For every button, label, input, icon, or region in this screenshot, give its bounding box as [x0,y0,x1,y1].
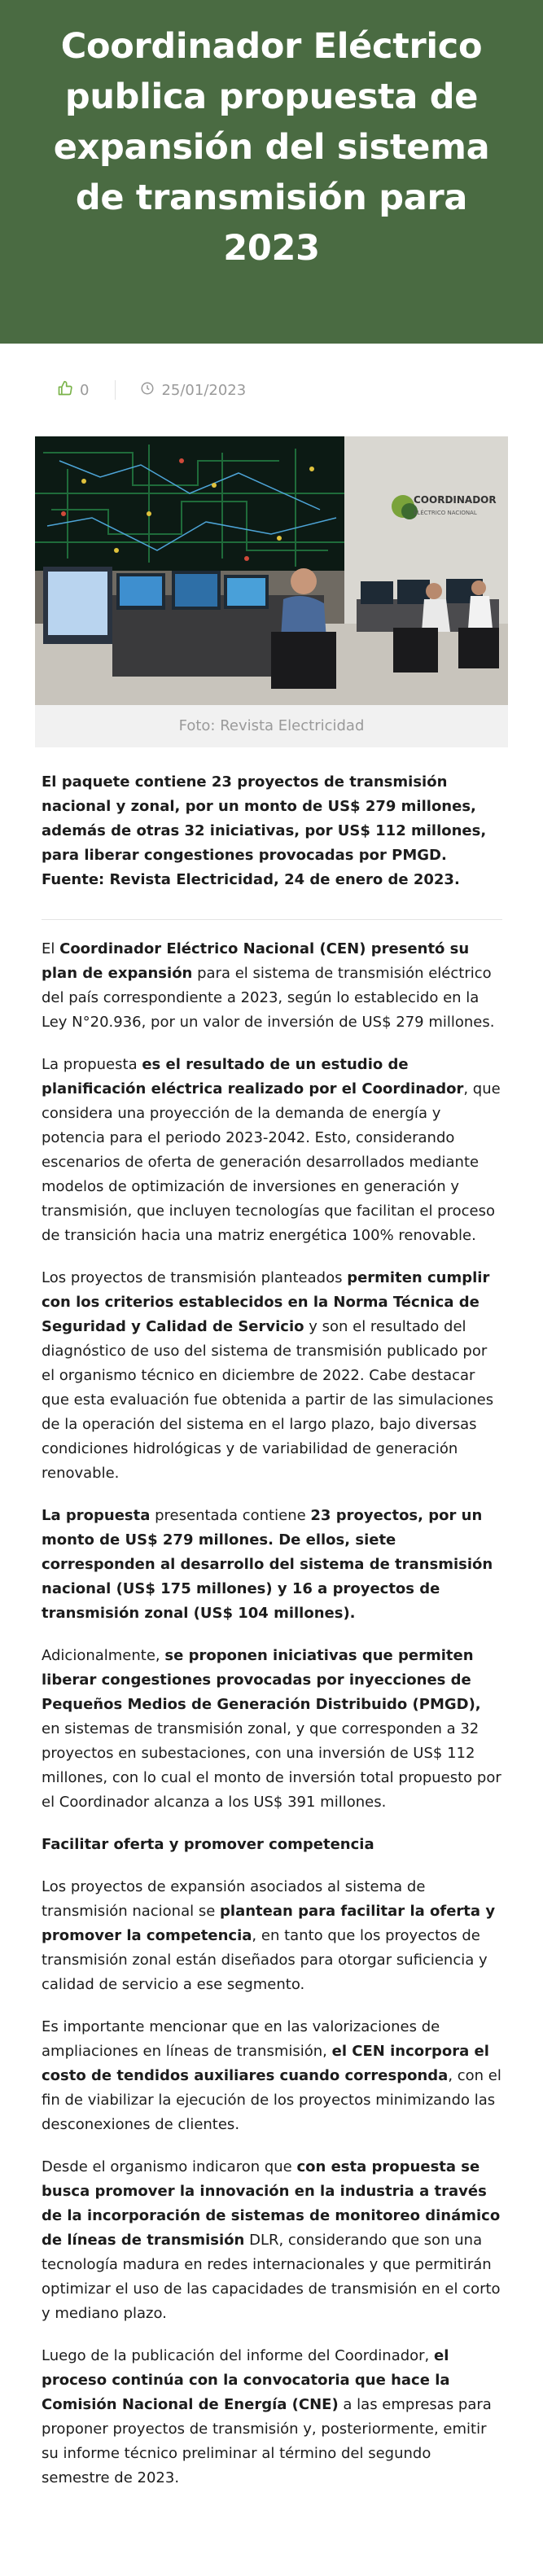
thumbs-up-icon [57,380,73,401]
paragraph-5: Adicionalmente, se proponen iniciativas que permiten liberar congestiones provocadas por inyecciones de Pequeños Medios de Generación Distribuido (PMGD), en sistemas de transmisión zonal, y que corresponden a 32 proyectos en subestaciones, con una inversión de US$ 112 millones, con lo cual el monto de inversión total propuesto por el Coordinador alcanza a los US$ 391 millones. [42,1647,501,1811]
paragraph-4: La propuesta presentada contiene 23 proyectos, por un monto de US$ 279 millones. De ellos, siete corresponden al desarrollo del sistema de transmisión nacional (US$ 175 millones) y 16 a proyectos de transmisión zonal (US$ 104 millones). [42,1507,493,1622]
paragraph-3: Los proyectos de transmisión planteados permiten cumplir con los criterios establecidos en la Norma Técnica de Seguridad y Calidad de Servicio y son el resultado del diagnóstico de uso del sistema de transmisión publicado por el organismo técnico en diciembre de 2022. Cabe destacar que esta evaluación fue obtenida a partir de las simulaciones de la operación del sistema en el largo plazo, bajo diversas condiciones hidrológicas y de variabilidad de generación renovable. [42,1269,494,1482]
paragraph-6: Los proyectos de expansión asociados al sistema de transmisión nacional se plantean para facilitar la oferta y promover la competencia, en tanto que los proyectos de transmisión zonal están diseñados para otorgar suficiencia y calidad de servicio a ese segmento. [42,1878,496,1993]
paragraph-2: La propuesta es el resultado de un estudio de planificación eléctrica realizado por el Coordinador, que considera una proyección de la demanda de energía y potencia para el periodo 2023-2042. Esto, considerando escenarios de oferta de generación desarrollados mediante modelos de optimización de inversiones en generación y transmisión, que incluyen tecnologías que facilitan el proceso de transición hacia una matriz energética 100% renovable. [42,1056,501,1244]
control-room-photo [35,436,508,705]
paragraph-8: Desde el organismo indicaron que con esta propuesta se busca promover la innovación en la industria a través de la incorporación de sistemas de monitoreo dinámico de líneas de transmisión DLR, considerando que son una tecnología madura en redes internacionales y que permitirán optimizar el uso de las capacidades de transmisión en el corto y mediano plazo. [42,2158,501,2322]
wall-sign: COORDINADOR [414,494,497,506]
like-count: 0 [80,381,90,399]
image-caption: Foto: Revista Electricidad [178,717,365,734]
article-lead: El paquete contiene 23 proyectos de transmisión nacional y zonal, por un monto de US$ 279 millones, además de otras 32 iniciativas, por US$ 112 millones, para liberar congestiones provocadas por PMGD. Fuente: Revista Electricidad, 24 de enero de 2023. [42,773,487,888]
wall-sign-sub: ELÉCTRICO NACIONAL [414,510,477,516]
paragraph-7: Es importante mencionar que en las valorizaciones de ampliaciones en líneas de transmisión, el CEN incorpora el costo de tendidos auxiliares cuando corresponda, con el fin de viabilizar la ejecución de los proyectos minimizando las desconexiones de clientes. [42,2018,501,2133]
publish-date [140,381,246,400]
article-body [0,747,543,2491]
date-text: 25/01/2023 [161,381,247,399]
article-meta [0,344,543,436]
article-title: Coordinador Eléctrico publica propuesta de expansión del sistema de transmisión para 2023 [53,26,490,269]
article-figure [35,436,508,747]
lead-divider [42,919,502,920]
section-subheading: Facilitar oferta y promover competencia [42,1836,374,1853]
clock-icon [140,381,155,400]
paragraph-1: El Coordinador Eléctrico Nacional (CEN) presentó su plan de expansión para el sistema de transmisión eléctrico del país correspondiente a 2023, según lo establecido en la Ley N°20.936, por un valor de inversión de US$ 279 millones. [42,940,495,1031]
paragraph-9: Luego de la publicación del informe del Coordinador, el proceso continúa con la convocatoria que hace la Comisión Nacional de Energía (CNE) a las empresas para proponer proyectos de transmisión y, posteriormente, emitir su informe técnico preliminar al término del segundo semestre de 2023. [42,2347,492,2486]
meta-divider [115,380,116,400]
like-button[interactable] [57,380,89,401]
hero-banner [0,0,543,344]
